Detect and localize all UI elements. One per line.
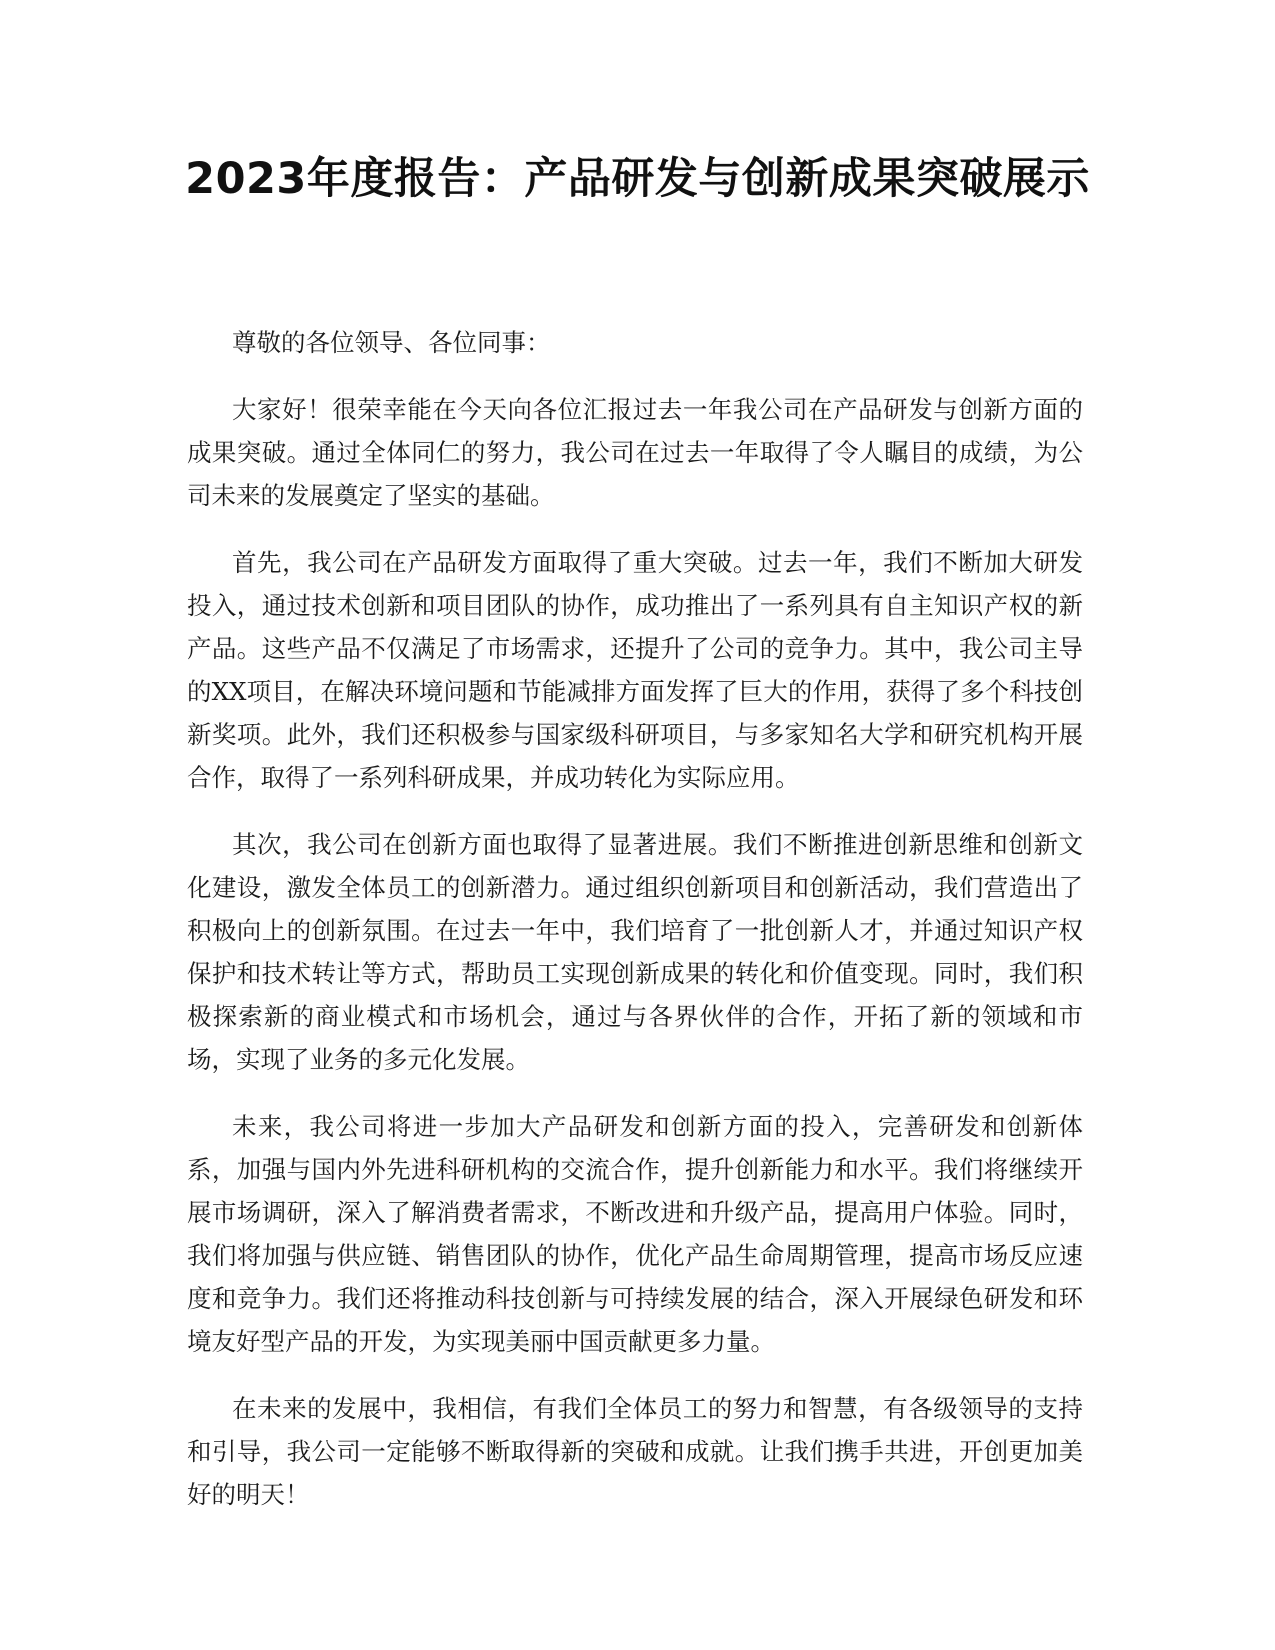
document-title: 2023年度报告：产品研发与创新成果突破展示 <box>185 154 1090 204</box>
greeting-line: 尊敬的各位领导、各位同事： <box>232 328 551 357</box>
paragraph-innovation: 其次，我公司在创新方面也取得了显著进展。我们不断推进创新思维和创新文化建设，激发全体员工的创新潜力。通过组织创新项目和创新活动，我们营造出了积极向上的创新氛围。在过去一年中，我们培育了一批创新人才，并通过知识产权保护和技术转让等方式，帮助员工实现创新成果的转化和价值变现。同时，我们积极探索新的商业模式和市场机会，通过与各界伙伴的合作，开拓了新的领域和市场，实现了业务的多元化发展。 <box>187 830 1083 1074</box>
paragraph-closing: 在未来的发展中，我相信，有我们全体员工的努力和智慧，有各级领导的支持和引导，我公司一定能够不断取得新的突破和成就。让我们携手共进，开创更加美好的明天！ <box>187 1394 1083 1509</box>
paragraph-intro: 大家好！很荣幸能在今天向各位汇报过去一年我公司在产品研发与创新方面的成果突破。通过全体同仁的努力，我公司在过去一年取得了令人瞩目的成绩，为公司未来的发展奠定了坚实的基础。 <box>187 395 1083 510</box>
paragraph-future-plans: 未来，我公司将进一步加大产品研发和创新方面的投入，完善研发和创新体系，加强与国内外先进科研机构的交流合作，提升创新能力和水平。我们将继续开展市场调研，深入了解消费者需求，不断改进和升级产品，提高用户体验。同时，我们将加强与供应链、销售团队的协作，优化产品生命周期管理，提高市场反应速度和竞争力。我们还将推动科技创新与可持续发展的结合，深入开展绿色研发和环境友好型产品的开发，为实现美丽中国贡献更多力量。 <box>187 1112 1083 1356</box>
paragraph-product-rd: 首先，我公司在产品研发方面取得了重大突破。过去一年，我们不断加大研发投入，通过技术创新和项目团队的协作，成功推出了一系列具有自主知识产权的新产品。这些产品不仅满足了市场需求，还提升了公司的竞争力。其中，我公司主导的XX项目，在解决环境问题和节能减排方面发挥了巨大的作用，获得了多个科技创新奖项。此外，我们还积极参与国家级科研项目，与多家知名大学和研究机构开展合作，取得了一系列科研成果，并成功转化为实际应用。 <box>187 548 1083 792</box>
document-body <box>187 321 1083 1540</box>
